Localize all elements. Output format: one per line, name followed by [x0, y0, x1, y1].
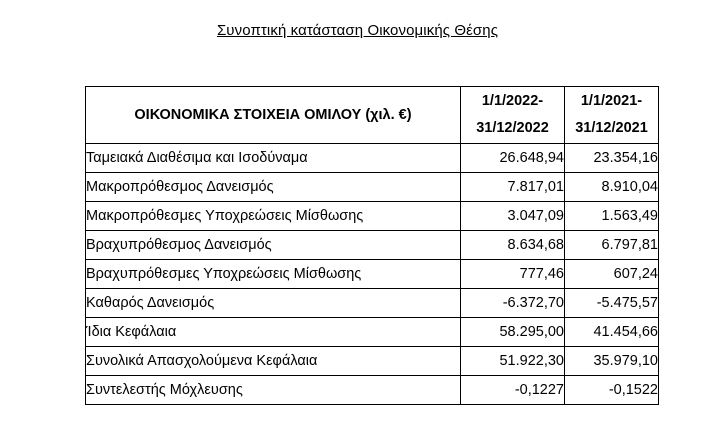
row-label: Συνολικά Απασχολούμενα Κεφάλαια	[86, 347, 461, 376]
table-row	[86, 318, 659, 347]
header-period-2021-start: 1/1/2021-	[580, 93, 643, 109]
table-row	[86, 144, 659, 173]
value-2021: 8.910,04	[565, 173, 659, 202]
table-row	[86, 376, 659, 405]
value-2022: 3.047,09	[461, 202, 565, 231]
row-label: Καθαρός Δανεισμός	[86, 289, 461, 318]
table-row	[86, 231, 659, 260]
table-row	[86, 260, 659, 289]
value-2021: -0,1522	[565, 376, 659, 405]
row-label: Βραχυπρόθεσμες Υποχρεώσεις Μίσθωσης	[86, 260, 461, 289]
value-2021: 6.797,81	[565, 231, 659, 260]
row-label: Συντελεστής Μόχλευσης	[86, 376, 461, 405]
row-label: Ταμειακά Διαθέσιμα και Ισοδύναμα	[86, 144, 461, 173]
value-2021: 607,24	[565, 260, 659, 289]
row-label: Μακροπρόθεσμες Υποχρεώσεις Μίσθωσης	[86, 202, 461, 231]
table-row	[86, 202, 659, 231]
header-period-2022-end: 31/12/2022	[476, 120, 549, 136]
value-2022: 8.634,68	[461, 231, 565, 260]
value-2021: 1.563,49	[565, 202, 659, 231]
value-2022: 777,46	[461, 260, 565, 289]
value-2022: 7.817,01	[461, 173, 565, 202]
value-2022: 26.648,94	[461, 144, 565, 173]
header-label-cell: ΟΙΚΟΝΟΜΙΚΑ ΣΤΟΙΧΕΙΑ ΟΜΙΛΟΥ (χιλ. €)	[86, 87, 461, 144]
header-period-2022	[461, 87, 565, 144]
financial-summary-table	[85, 86, 659, 405]
value-2021: 35.979,10	[565, 347, 659, 376]
header-period-2021	[565, 87, 659, 144]
value-2022: 58.295,00	[461, 318, 565, 347]
table-row	[86, 289, 659, 318]
table-row	[86, 347, 659, 376]
header-period-2021-end: 31/12/2021	[575, 120, 648, 136]
value-2021: 23.354,16	[565, 144, 659, 173]
row-label: Μακροπρόθεσμος Δανεισμός	[86, 173, 461, 202]
document-title: Συνοπτική κατάσταση Οικονομικής Θέσης	[216, 22, 499, 39]
table-row	[86, 173, 659, 202]
row-label: Βραχυπρόθεσμος Δανεισμός	[86, 231, 461, 260]
value-2022: 51.922,30	[461, 347, 565, 376]
header-period-2022-start: 1/1/2022-	[481, 93, 544, 109]
value-2021: -5.475,57	[565, 289, 659, 318]
row-label: Ίδια Κεφάλαια	[86, 318, 461, 347]
value-2022: -0,1227	[461, 376, 565, 405]
value-2021: 41.454,66	[565, 318, 659, 347]
table-header-row	[86, 87, 659, 144]
value-2022: -6.372,70	[461, 289, 565, 318]
